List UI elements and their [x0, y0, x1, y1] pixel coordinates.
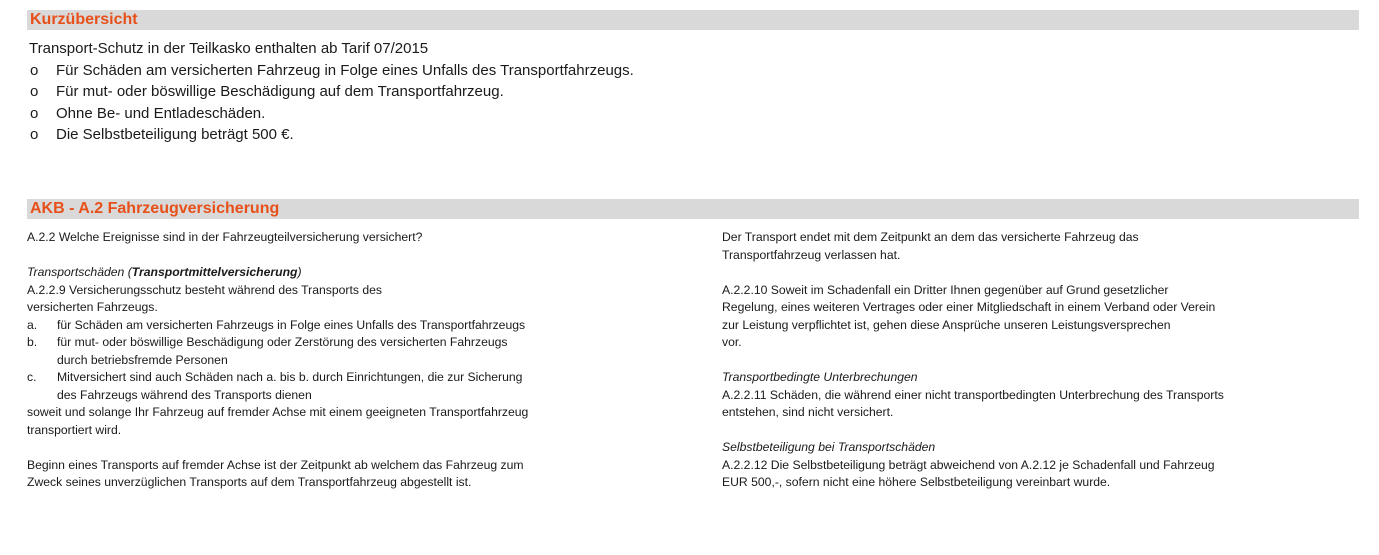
overview-section: [29, 38, 634, 146]
akb-left-column: [27, 229, 687, 492]
paragraph-a2210-line: vor.: [722, 335, 742, 349]
transport-insurance-term: Transportmittelversicherung: [131, 265, 298, 279]
overview-item-text: Für Schäden am versicherten Fahrzeug in Folge eines Unfalls des Transportfahrzeugs.: [56, 61, 634, 79]
coverage-list-item: c. Mitversichert sind auch Schäden nach a. bis b. durch Einrichtungen, die zur Sicherung des Fahrzeugs während des Transports dienen: [27, 370, 523, 402]
bullet-circle-icon: o: [30, 126, 39, 143]
overview-item: [29, 124, 634, 146]
paragraph-a2212-line: A.2.2.12 Die Selbstbeteiligung beträgt abweichend von A.2.12 je Schadenfall und Fahrzeug: [722, 457, 1215, 472]
deductible-subheading: Selbstbeteiligung bei Transportschäden: [722, 440, 936, 454]
overview-intro: Transport-Schutz in der Teilkasko enthalten ab Tarif 07/2015: [29, 40, 429, 57]
paragraph-a229-line: versicherten Fahrzeugs.: [27, 300, 158, 314]
coverage-condition-line: transportiert wird.: [27, 422, 122, 437]
akb-heading: AKB - A.2 Fahrzeugversicherung: [27, 199, 1359, 219]
bullet-circle-icon: o: [30, 104, 39, 122]
overview-list: [29, 60, 634, 146]
interruption-subheading: Transportbedingte Unterbrechungen: [722, 370, 918, 384]
overview-item-text: Die Selbstbeteiligung beträgt 500 €.: [56, 126, 294, 143]
paragraph-a2210-line: Regelung, eines weiteren Vertrages oder einer Mitgliedschaft in einem Verband oder Verein: [722, 300, 1216, 314]
transport-end-line: Transportfahrzeug verlassen hat.: [722, 247, 901, 262]
overview-item: [29, 81, 634, 103]
paragraph-a2210-line: zur Leistung verpflichtet ist, gehen diese Ansprüche unseren Leistungsversprechen: [722, 317, 1171, 332]
coverage-list-item: a. für Schäden am versicherten Fahrzeugs in Folge eines Unfalls des Transportfahrzeugs: [27, 317, 526, 332]
transport-damage-subheading: Transportschäden (Transportmittelversicherung): [27, 265, 302, 279]
transport-begin-line: Zweck seines unverzüglichen Transports auf dem Transportfahrzeug abgestellt ist.: [27, 475, 472, 489]
paragraph-a2212-line: EUR 500,-, sofern nicht eine höhere Selbstbeteiligung vereinbart wurde.: [722, 475, 1111, 489]
akb-question: A.2.2 Welche Ereignisse sind in der Fahrzeugteilversicherung versichert?: [27, 230, 423, 244]
overview-item-text: Für mut- oder böswillige Beschädigung auf dem Transportfahrzeug.: [56, 83, 504, 100]
transport-begin-line: Beginn eines Transports auf fremder Achse ist der Zeitpunkt ab welchem das Fahrzeug zum: [27, 457, 524, 472]
akb-right-column: [722, 229, 1362, 492]
paragraph-a2211-line: entstehen, sind nicht versichert.: [722, 405, 894, 419]
coverage-condition-line: soweit und solange Ihr Fahrzeug auf fremder Achse mit einem geeigneten Transportfahrzeug: [27, 405, 529, 419]
overview-item: [29, 60, 634, 82]
paragraph-a229-line: A.2.2.9 Versicherungsschutz besteht während des Transports des: [27, 282, 382, 297]
transport-end-line: Der Transport endet mit dem Zeitpunkt an dem das versicherte Fahrzeug das: [722, 230, 1139, 244]
overview-item-text: Ohne Be- und Entladeschäden.: [56, 104, 266, 122]
coverage-list: [27, 317, 687, 405]
paragraph-a2211-line: A.2.2.11 Schäden, die während einer nicht transportbedingten Unterbrechung des Transports: [722, 387, 1224, 402]
overview-heading: Kurzübersicht: [27, 10, 1359, 30]
bullet-circle-icon: o: [30, 83, 39, 100]
overview-item: [29, 103, 634, 125]
bullet-circle-icon: o: [30, 61, 39, 79]
coverage-list-item: b. für mut- oder böswillige Beschädigung oder Zerstörung des versicherten Fahrzeugs durch betriebsfremde Personen: [27, 335, 508, 367]
paragraph-a2210-line: A.2.2.10 Soweit im Schadenfall ein Dritter Ihnen gegenüber auf Grund gesetzlicher: [722, 282, 1169, 297]
